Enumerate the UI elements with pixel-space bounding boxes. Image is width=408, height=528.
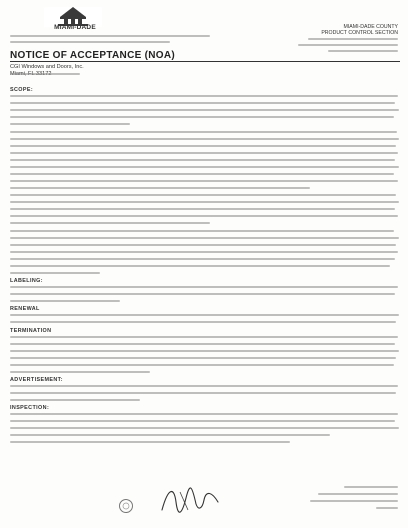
body-line [10, 159, 395, 161]
body-line [10, 441, 290, 443]
body-line [10, 434, 330, 436]
body-line [10, 116, 394, 118]
illegible-text-line [376, 507, 398, 509]
body-line [10, 427, 399, 429]
handwritten-signature [158, 480, 228, 520]
body-line [10, 258, 395, 260]
body-line [10, 138, 399, 140]
body-line [10, 336, 398, 338]
body-line [10, 208, 395, 210]
body-line [10, 420, 395, 422]
body-line [10, 194, 396, 196]
illegible-text-line [318, 493, 398, 495]
body-line [10, 251, 398, 253]
document-title: NOTICE OF ACCEPTANCE (NOA) [10, 50, 176, 61]
body-line [10, 180, 398, 182]
body-line [10, 131, 397, 133]
body-line [10, 293, 395, 295]
right-address-block [268, 24, 398, 37]
body-line [10, 300, 120, 302]
seal-stamp [118, 498, 134, 514]
section-heading: RENEWAL [10, 306, 40, 312]
body-line [10, 215, 398, 217]
section-heading: SCOPE: [10, 87, 34, 93]
illegible-text-line [344, 486, 398, 488]
body-line [10, 95, 398, 97]
section-heading: INSPECTION: [10, 405, 50, 411]
illegible-text-line [308, 38, 398, 40]
illegible-text-line [10, 41, 170, 43]
body-line [10, 237, 399, 239]
body-line [10, 321, 396, 323]
body-line [10, 413, 398, 415]
body-line [10, 123, 130, 125]
body-line [10, 244, 396, 246]
title-rule [10, 61, 400, 62]
body-line [10, 173, 394, 175]
illegible-text-line [310, 500, 398, 502]
body-line [10, 201, 399, 203]
body-line [10, 109, 399, 111]
body-line [10, 272, 100, 274]
body-line [10, 230, 394, 232]
body-line [10, 385, 398, 387]
body-line [10, 145, 396, 147]
body-line [10, 265, 390, 267]
body-line [10, 314, 399, 316]
body-line [10, 350, 399, 352]
addressee-line: CGI Windows and Doors, Inc. [10, 64, 84, 70]
section-heading: ADVERTISEMENT: [10, 377, 63, 383]
illegible-text-line [328, 50, 398, 52]
body-line [10, 343, 395, 345]
section-heading: LABELING: [10, 278, 43, 284]
body-line [10, 357, 396, 359]
body-line [10, 166, 399, 168]
body-line [10, 364, 394, 366]
body-line [10, 102, 395, 104]
address-line: MIAMI-DADE COUNTY [343, 24, 398, 30]
illegible-text-line [298, 44, 398, 46]
body-line [10, 371, 150, 373]
addressee-block [10, 64, 84, 78]
body-line [10, 187, 310, 189]
body-line [10, 399, 140, 401]
logo-text: MIAMI-DADE [54, 24, 96, 31]
address-line: PRODUCT CONTROL SECTION [321, 30, 398, 37]
section-heading: TERMINATION [10, 328, 52, 334]
body-line [10, 392, 396, 394]
body-line [10, 286, 398, 288]
body-line [10, 152, 398, 154]
illegible-text-line [10, 35, 210, 37]
body-line [10, 222, 210, 224]
